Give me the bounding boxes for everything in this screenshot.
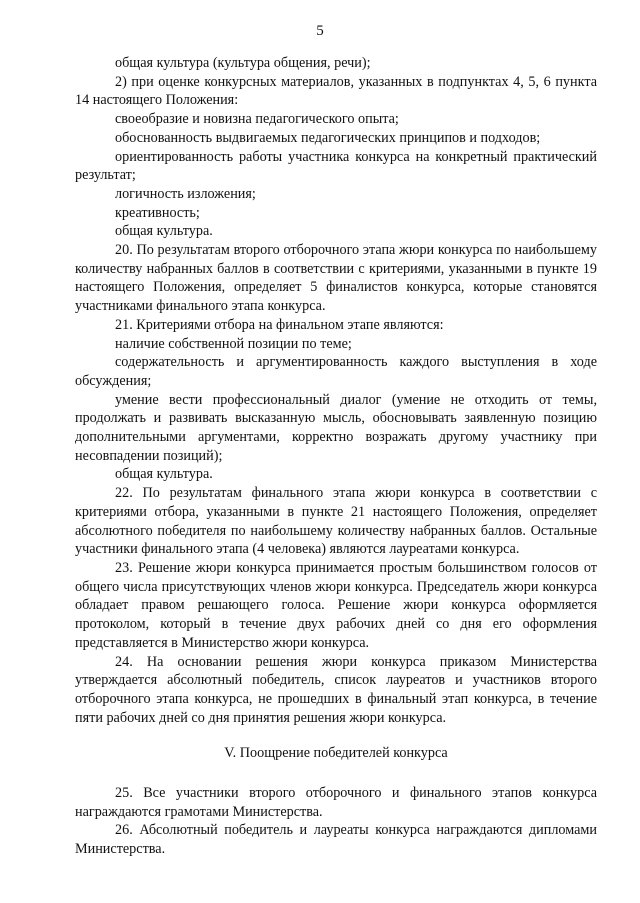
paragraph: обоснованность выдвигаемых педагогических принципов и подходов; — [115, 129, 541, 146]
paragraph: 25. Все участники второго отборочного и финального этапов конкурса награждаются грамотами Министерства. — [75, 785, 597, 820]
paragraph: 22. По результатам финального этапа жюри конкурса в соответствии с критериями отбора, указанными в пункте 21 настоящего Положения, определяет абсолютного победителя по наибольшему количеству набранных баллов. Остальные участники финального этапа (4 человека) являются лауреатами конкурса. — [75, 485, 597, 558]
paragraph: 23. Решение жюри конкурса принимается простым большинством голосов от общего числа присутствующих членов жюри конкурса. Председатель жюри конкурса обладает правом решающего голоса. Решение жюри конкурса оформляется протоколом, который в течение двух рабочих дней со дня его оформления представляется в Министерство жюри конкурса. — [75, 559, 597, 651]
paragraph: наличие собственной позиции по теме; — [115, 335, 352, 352]
paragraph: 24. На основании решения жюри конкурса приказом Министерства утверждается абсолютный победитель, список лауреатов и участников второго отборочного этапа конкурса, не прошедших в финальный этап конкурса, в течение пяти рабочих дней со дня принятия решения жюри конкурса. — [75, 653, 597, 726]
page-number: 5 — [316, 23, 324, 39]
section-heading: V. Поощрение победителей конкурса — [224, 745, 448, 762]
paragraph: 21. Критериями отбора на финальном этапе являются: — [115, 316, 444, 333]
paragraph: 2) при оценке конкурсных материалов, указанных в подпунктах 4, 5, 6 пункта 14 настоящего Положения: — [75, 73, 597, 109]
paragraph: общая культура (культура общения, речи); — [115, 55, 371, 71]
paragraph: общая культура. — [115, 466, 213, 483]
paragraph: содержательность и аргументированность каждого выступления в ходе обсуждения; — [75, 354, 597, 389]
paragraph: 20. По результатам второго отборочного этапа жюри конкурса по наибольшему количеству набранных баллов в соответствии с критериями, указанными в пункте 19 настоящего Положения, определяет 5 финалистов конкурса, которые становятся участниками финального этапа конкурса. — [75, 242, 597, 315]
paragraph: креативность; — [115, 204, 200, 221]
paragraph: своеобразие и новизна педагогического опыта; — [115, 111, 399, 128]
paragraph: 26. Абсолютный победитель и лауреаты конкурса награждаются дипломами Министерства. — [75, 822, 597, 858]
paragraph: ориентированность работы участника конкурса на конкретный практический результат; — [75, 148, 597, 184]
paragraph: общая культура. — [115, 223, 213, 240]
paragraph: логичность изложения; — [115, 185, 256, 202]
paragraph: умение вести профессиональный диалог (умение не отходить от темы, продолжать и развивать высказанную мысль, обосновывать заявленную позицию дополнительными аргументами, корректно возражать другому участнику при несовпадении позиций); — [75, 391, 597, 464]
document-body — [75, 54, 597, 859]
